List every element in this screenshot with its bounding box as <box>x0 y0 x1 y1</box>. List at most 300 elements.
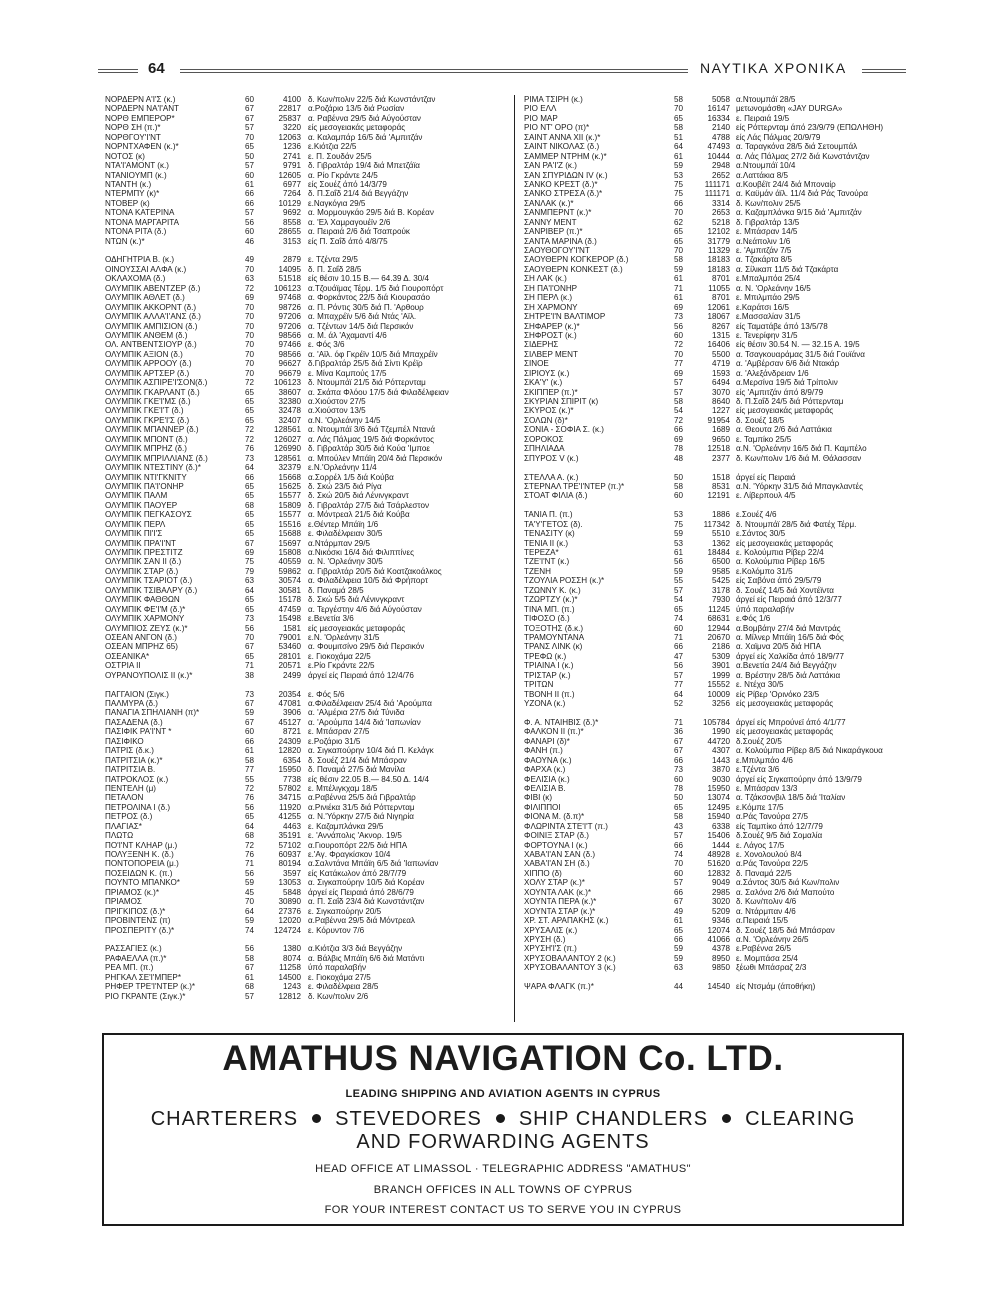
ship-entry <box>524 123 924 132</box>
ship-entry <box>524 491 924 500</box>
ship-tonnage: 44720 <box>707 736 730 746</box>
ship-name: ΟΛΥΜΠΙΚ ΑΡΤΣΕΡ (δ.) <box>105 368 190 378</box>
ship-name: ΣΑΝΚΟ ΚΡΕΣΤ (δ.)* <box>524 179 598 189</box>
ship-tonnage: 105784 <box>702 717 730 727</box>
ship-entry <box>105 152 505 161</box>
ship-entry <box>105 557 505 566</box>
ship-entry <box>105 350 505 359</box>
ship-year: 71 <box>674 717 684 727</box>
ship-tonnage: 2140 <box>711 123 730 133</box>
ship-entry <box>105 595 505 604</box>
group-spacer <box>524 973 924 982</box>
ship-tonnage: 2879 <box>282 255 301 265</box>
ship-year: 71 <box>674 632 684 642</box>
ship-status: ε. Τζέντα 29/5 <box>308 255 358 265</box>
ship-year: 65 <box>245 519 255 529</box>
ship-name: ΝΤΩΝ (κ.)* <box>105 236 145 246</box>
ship-status: ε.Ναγκόγια 29/5 <box>308 198 366 208</box>
ship-name: ΟΛΥΜΠΙΚ ΑΡΡΟΟΥ (δ.) <box>105 359 192 369</box>
ship-status: ε. Ταμπίκο 25/5 <box>736 434 792 444</box>
ship-status: είς μεσογειακάς μεταφοράς <box>736 727 834 737</box>
ship-name: ΡΙΟ ΕΛΛ <box>524 104 557 114</box>
ship-entry <box>105 567 505 576</box>
page-header <box>0 58 1000 82</box>
ship-status: ε. Κόρυντον 7/6 <box>308 925 365 935</box>
ship-year: 61 <box>245 972 255 982</box>
ship-tonnage: 2948 <box>711 161 730 171</box>
ship-name: ΝΤΟΝΑ ΜΑΡΓΑΡΙΤΑ <box>105 217 180 227</box>
ad-contact: FOR YOUR INTEREST CONTACT US TO SERVE YOU IN CYPRUS <box>324 1204 682 1216</box>
ship-tonnage: 128561 <box>273 425 301 435</box>
ship-entry <box>105 397 505 406</box>
ship-status: ε. Φιλαδέλφεια 28/5 <box>308 982 379 992</box>
ship-status: είς θέσιν 30.54 Ν. — 32.15 Α. 19/5 <box>736 340 860 350</box>
ship-tonnage: 11055 <box>708 283 730 293</box>
ship-status: α. Μπούλεν Μπάϊη 20/4 διά Περσικόν <box>308 453 443 463</box>
ship-status: α.Νικόσκι 16/4 διά Φιλιππίνες <box>308 548 414 557</box>
ship-name: ΧΡΥΣΗ (δ.) <box>524 934 566 944</box>
ship-year: 67 <box>245 642 255 652</box>
ship-entry <box>105 586 505 595</box>
ship-status: α. Ρίο Γκράντε 24/5 <box>308 170 378 180</box>
ship-year: 72 <box>245 840 255 850</box>
ship-status: α. Τζάκσονβιλ 18/5 διά 'Ιταλίαν <box>736 793 846 803</box>
ship-tonnage: 53460 <box>278 642 301 652</box>
ship-year: 65 <box>674 604 684 614</box>
ship-tonnage: 5500 <box>711 349 730 359</box>
ship-status: α. Κολούμπια Ρίβερ 8/5 διά Νικαράγκουα <box>736 746 883 756</box>
ship-year: 70 <box>245 368 255 378</box>
ship-status: α. Φορκάντος 22/5 διά Κιουρασάο <box>308 293 430 303</box>
ship-year: 49 <box>245 255 255 265</box>
ship-year: 73 <box>245 453 255 463</box>
ship-entry <box>105 699 505 708</box>
ship-entry <box>105 576 505 585</box>
ship-name: ΟΛΥΜΠΙΚ ΓΚΑΡΛΑΝΤ (δ.) <box>105 387 200 397</box>
ship-tonnage: 41066 <box>707 934 730 944</box>
ship-tonnage: 20354 <box>278 689 301 699</box>
ship-tonnage: 1444 <box>711 840 730 850</box>
ship-entry <box>105 529 505 538</box>
ship-tonnage: 8267 <box>711 321 730 331</box>
ship-tonnage: 16406 <box>707 340 730 350</box>
ship-entry <box>105 671 505 680</box>
ship-tonnage: 5058 <box>711 95 730 104</box>
ship-name: ΦΛΩΡΙΝΤΑ ΣΤΕ'Ι'Τ (π.) <box>524 821 608 831</box>
ship-tonnage: 1362 <box>711 538 730 548</box>
ship-name: ΟΣΕΑΝΙΚΑ* <box>105 651 150 661</box>
ship-status: ε. Κολούμπια Ρίβερ 22/4 <box>736 548 824 557</box>
ship-entry <box>105 340 505 349</box>
ship-tonnage: 45127 <box>278 717 301 727</box>
ship-tonnage: 3314 <box>711 198 730 208</box>
bullet-icon <box>312 1114 321 1123</box>
ship-year: 67 <box>674 746 684 756</box>
ship-name: ΧΑΒΑ'Ι'ΑΝ ΣΗ (δ.) <box>524 859 590 869</box>
ship-status: ε.Μασσαλίαν 31/5 <box>736 312 801 322</box>
ship-year: 75 <box>674 189 684 199</box>
ship-entry <box>105 859 505 868</box>
ship-year: 44 <box>674 982 684 992</box>
ship-tonnage: 12944 <box>707 623 730 633</box>
ship-name: ΟΥΡΑΝΟΥΠΟΛΙΣ ΙΙ (κ.)* <box>105 670 193 680</box>
ship-name: ΣΚΥΡΙΑΝ ΣΠΙΡΙΤ (κ) <box>524 397 599 406</box>
ship-status: ε.Μπαλμπόα 25/4 <box>736 274 801 284</box>
ship-tonnage: 3597 <box>282 868 301 878</box>
ship-tonnage: 14095 <box>278 264 301 274</box>
ship-status: ε.Κόμπε 17/5 <box>736 802 784 812</box>
ship-tonnage: 4719 <box>711 359 730 369</box>
ship-entry <box>524 935 924 944</box>
ship-name: ΝΤΑΝΙΟΥΜΠ (κ.) <box>105 170 167 180</box>
ship-entry <box>524 746 924 755</box>
ship-status: ε. Ντέχα 30/5 <box>736 680 784 690</box>
ship-year: 61 <box>674 151 684 161</box>
ship-year: 53 <box>674 510 684 520</box>
ad-service-charterers: CHARTERERS <box>150 1108 299 1130</box>
ship-entry <box>105 104 505 113</box>
ship-tonnage: 9030 <box>711 774 730 784</box>
ship-status: ε. Γιοκοχάμα 22/5 <box>308 651 371 661</box>
ship-name: ΣΑΝ ΡΑ'Ι'Ζ (κ.) <box>524 161 577 171</box>
ship-name: ΣΙΔΕΡΗΣ <box>524 340 559 350</box>
ship-name: ΟΛΥΜΠΙΚ ΠΑΟΥΕΡ <box>105 500 178 510</box>
ship-status: α.Χιούστον 13/5 <box>308 406 366 416</box>
ship-entry <box>105 633 505 642</box>
ship-entry <box>105 463 505 472</box>
ship-status: α.Βενετία 24/4 διά Βεγγάζην <box>736 661 837 671</box>
ship-status: α.Ράς Τανούρα 22/5 <box>736 859 809 869</box>
ship-entry <box>105 123 505 132</box>
ship-entry <box>105 303 505 312</box>
ship-year: 68 <box>245 500 255 510</box>
ship-status: δ. Γιβραλτάρ 19/4 διά Μπετζάϊα <box>308 161 420 171</box>
ship-tonnage: 1243 <box>282 982 301 992</box>
ship-status: δ.Σουέζ 20/5 <box>736 736 782 746</box>
ship-entry <box>524 520 924 529</box>
ship-tonnage: 35191 <box>278 831 301 841</box>
ship-tonnage: 79001 <box>278 632 301 642</box>
ship-entry <box>105 614 505 623</box>
ship-status: ε.Καράτσι 16/5 <box>736 302 789 312</box>
ship-tonnage: 15625 <box>278 481 301 491</box>
ship-name: ΟΛΥΜΠΙΚ ΦΕ'Ι'Μ (δ.)* <box>105 604 186 614</box>
ship-status: α.Ράς Τανούρα 27/5 <box>736 812 809 822</box>
ship-name: ΟΛΥΜΠΙΚ ΣΑΝ ΙΙ (δ.) <box>105 557 182 567</box>
ship-year: 75 <box>245 557 255 567</box>
ship-name: ΦΑΝΗ (π.) <box>524 746 563 756</box>
ship-name: ΤΕΝΑΣΙΤΥ (κ) <box>524 529 575 539</box>
ship-status: ε. Μομπάσα 25/4 <box>736 953 798 963</box>
ship-status: α. Χαϊμνα 20/5 διά ΗΠΑ <box>736 642 822 652</box>
ship-status: ύπό παραλαβήν <box>308 963 366 973</box>
ship-entry <box>105 482 505 491</box>
ship-name: ΟΛΥΜΠΙΚ ΑΛΛΑ'Ι'ΑΝΣ (δ.) <box>105 312 201 322</box>
ship-year: 56 <box>245 802 255 812</box>
ship-tonnage: 18484 <box>707 548 730 557</box>
ship-status: ε. 'Αννάπολις 'Ακνορ. 19/5 <box>308 831 402 841</box>
ship-tonnage: 27376 <box>278 906 301 916</box>
ship-year: 66 <box>674 425 684 435</box>
ship-name: ΠΑΤΡΙΤΣΙΑ (κ.)* <box>105 755 163 765</box>
ship-year: 65 <box>245 651 255 661</box>
ship-year: 50 <box>674 793 684 803</box>
ship-status: δ. Σκώ 23/5 διά Ρίγα <box>308 481 382 491</box>
ship-entry <box>105 869 505 878</box>
ship-name: ΡΗΦΕΡ ΤΡΕ'Ι'ΝΤΕΡ (κ.)* <box>105 982 196 992</box>
ship-year: 70 <box>245 340 255 350</box>
ship-entry <box>105 322 505 331</box>
ship-name: ΟΛΥΜΠΙΚ ΤΣΑΡΙΟΤ (δ.) <box>105 576 193 586</box>
ship-tonnage: 34715 <box>278 793 301 803</box>
ship-status: άργεί είς Σιγκαπούρην άπό 13/9/79 <box>736 774 862 784</box>
ship-tonnage: 10129 <box>278 198 301 208</box>
ship-entry <box>524 227 924 236</box>
ship-name: ΠΟΥΝΤΟ ΜΠΑΝΚΟ* <box>105 878 180 888</box>
ship-year: 60 <box>674 868 684 878</box>
ship-name: ΣΑΝ ΣΠΥΡΙΔΩΝ ΙV (κ.) <box>524 170 608 180</box>
ship-year: 72 <box>245 283 255 293</box>
ship-tonnage: 124724 <box>273 925 301 935</box>
ship-tonnage: 12061 <box>707 302 730 312</box>
ship-name: ΣΑΙΝΤ ΑΝΝΑ ΧΙΙ (κ.)* <box>524 132 601 142</box>
ship-tonnage: 96627 <box>278 359 301 369</box>
ship-entry <box>105 803 505 812</box>
ship-name: ΤΟΞΟΤΗΣ (δ.κ.) <box>524 623 584 633</box>
ship-entry <box>105 369 505 378</box>
ad-service-clearing: CLEARING <box>745 1108 856 1130</box>
ship-entry <box>524 340 924 349</box>
ship-entry <box>524 822 924 831</box>
ship-entry <box>524 803 924 812</box>
ship-entry <box>105 944 505 953</box>
ship-tonnage: 9049 <box>711 878 730 888</box>
ship-year: 58 <box>674 123 684 133</box>
ship-status: α. Καϋμάν άϊλ. 11/4 διά Ράς Τανούρα <box>736 189 868 199</box>
ship-tonnage: 40559 <box>278 557 301 567</box>
ship-name: ΧΟΥΝΤΑ ΠΕΡΑ (κ.)* <box>524 897 597 907</box>
ad-services-line2: AND FORWARDING AGENTS <box>356 1131 650 1153</box>
ship-year: 59 <box>245 916 255 926</box>
ship-entry <box>524 963 924 972</box>
ship-name: ΟΛΥΜΠΙΚ ΓΚΕ'Ι'ΜΣ (δ.) <box>105 397 191 406</box>
ship-name: ΧΡ. ΣΤ. ΑΡΑΠΑΚΗΣ (κ.) <box>524 916 609 926</box>
ship-tonnage: 15808 <box>278 548 301 557</box>
ship-status: α. Καλαμπάρ 16/5 διά 'Αμπιτζάν <box>308 132 423 142</box>
ship-year: 57 <box>674 378 684 388</box>
ship-tonnage: 128561 <box>273 453 301 463</box>
ship-status: δ. Ντουμπάϊ 21/5 διά Ρόττερνταμ <box>308 378 426 388</box>
ship-status: α. 'Αλεξάνδρειαν 1/6 <box>736 368 809 378</box>
ship-tonnage: 14500 <box>278 972 301 982</box>
ship-entry <box>105 878 505 887</box>
ship-tonnage: 12820 <box>278 746 301 756</box>
ship-year: 50 <box>245 151 255 161</box>
ad-service-ship-chandlers: SHIP CHANDLERS <box>518 1108 709 1130</box>
ship-status: α. Ντουμπάϊ 3/6 διά Τζεμπέλ Ντανά <box>308 425 436 435</box>
ship-status: α.Ντάρμπαν 29/5 <box>308 538 370 548</box>
ship-name: ΠΕΤΑΛΟΝ <box>105 793 144 803</box>
ship-entry <box>524 926 924 935</box>
ship-name: ΧΡΥΣΟΒΑΛΑΝΤΟΥ 3 (κ.) <box>524 963 616 973</box>
ship-year: 74 <box>245 925 255 935</box>
ship-name: ΠΑΤΡΟΚΛΟΣ (κ.) <box>105 774 169 784</box>
ship-name: ΣΗΤΡΕ'Ι'Ν ΒΑΛΤΙΜΟΡ <box>524 312 606 322</box>
ship-status: α. Μίλνερ Μπάϊη 16/5 διά Φός <box>736 632 844 642</box>
ship-year: 58 <box>674 255 684 265</box>
ship-entry <box>524 576 924 585</box>
ship-tonnage: 12063 <box>278 132 301 142</box>
ship-entry <box>524 133 924 142</box>
ship-year: 58 <box>245 953 255 963</box>
ship-year: 57 <box>674 878 684 888</box>
ship-tonnage: 126027 <box>273 434 301 444</box>
ship-tonnage: 5848 <box>282 887 301 897</box>
ship-tonnage: 47459 <box>278 604 301 614</box>
ship-tonnage: 15552 <box>707 680 730 690</box>
ship-tonnage: 12074 <box>707 925 730 935</box>
ship-status: ξέωθι Μπάσραζ 2/3 <box>736 963 807 973</box>
ship-entry <box>524 152 924 161</box>
ship-year: 64 <box>245 463 255 473</box>
ship-year: 72 <box>674 340 684 350</box>
ship-status: α.Ντουμπάϊ 28/5 <box>736 95 796 104</box>
ship-year: 56 <box>674 557 684 567</box>
ship-year: 60 <box>674 623 684 633</box>
ship-entry <box>105 765 505 774</box>
ship-entry <box>524 793 924 802</box>
ship-name: ΟΛΥΜΠΙΚ ΤΣΙΒΑΛΡΥ (δ.) <box>105 585 198 595</box>
ship-status: ε.Σουέζ 4/6 <box>736 510 777 520</box>
ship-name: ΝΟΡΘ ΕΜΠΕΡΟΡ* <box>105 113 175 123</box>
ship-status: α. Καζαμπλάνκα 9/15 διά 'Αμπιτζάν <box>736 208 862 218</box>
ship-entry <box>524 265 924 274</box>
ship-year: 73 <box>674 765 684 775</box>
ship-tonnage: 11258 <box>279 963 301 973</box>
ship-entry <box>524 718 924 727</box>
ship-status: δ. Σουέζ 18/5 <box>736 415 785 425</box>
ship-name: ΣΑΝΡΙΒΕΡ (π.)* <box>524 227 583 237</box>
ship-status: α.Βομβάην 27/4 διά Μαντράς <box>736 623 841 633</box>
ship-entry <box>524 425 924 434</box>
ship-status: είς Λάς Πάλμας 20/9/79 <box>736 132 821 142</box>
ship-tonnage: 1518 <box>711 472 730 482</box>
ship-name: ΟΛΥΜΠΙΚ ΠΡΕΣΤΙΤΖ <box>105 548 183 557</box>
ship-name: ΦΕΛΙΣΙΑ Β. <box>524 783 566 793</box>
ship-status: είς μεσογειακάς μεταφοράς <box>736 406 834 416</box>
ship-year: 49 <box>674 906 684 916</box>
ship-status: α. 'Αμβέρσαν 6/6 διά Ντακάρ <box>736 359 840 369</box>
ship-tonnage: 1689 <box>711 425 730 435</box>
ship-entry <box>524 246 924 255</box>
ship-list-left-column <box>105 95 505 1001</box>
ship-tonnage: 9585 <box>711 566 730 576</box>
ship-year: 57 <box>674 831 684 841</box>
ship-tonnage: 7264 <box>282 189 301 199</box>
ship-tonnage: 97468 <box>278 293 301 303</box>
ship-entry <box>105 916 505 925</box>
ad-branch-offices: BRANCH OFFICES IN ALL TOWNS OF CYPRUS <box>373 1184 633 1196</box>
ship-status: ε.Ρίο Γκράντε 22/5 <box>308 661 375 671</box>
ship-status: ε. 'Αμπιτζάν 7/5 <box>736 246 792 255</box>
ship-name: ΣΠΗΛΙΑΔΑ <box>524 444 565 454</box>
ship-status: είς Ταμπίκο άπό 12/7/79 <box>736 821 823 831</box>
ship-status: α. Ταραγκόνα 28/5 διά Σετουμπάλ <box>736 142 858 152</box>
ship-tonnage: 1315 <box>711 330 730 340</box>
ship-year: 66 <box>674 934 684 944</box>
ship-name: ΟΛΥΜΠΙΚ ΠΑ'Ι'ΟΝΗΡ <box>105 481 184 491</box>
ship-name: ΝΟΤΟΣ (κ) <box>105 151 145 161</box>
ship-tonnage: 111171 <box>704 189 730 199</box>
ship-name: ΤΖΕΝΗ <box>524 566 551 576</box>
ship-entry <box>524 595 924 604</box>
ship-status: ε. Μπιλμπάο 29/5 <box>736 293 800 303</box>
ship-year: 59 <box>245 878 255 888</box>
ship-year: 70 <box>674 349 684 359</box>
ship-entry <box>524 369 924 378</box>
ship-name: ΟΙΝΟΥΣΣΑΙ ΑΛΦΑ (κ.) <box>105 264 187 274</box>
ship-name: ΣΑΝΜΠΕΡΝΤ (κ.)* <box>524 208 592 218</box>
ship-name: ΟΛΥΜΠΙΚ ΠΑΛΜ <box>105 491 168 501</box>
ship-name: ΣΑΝΝΥ ΜΕΝΤ <box>524 217 577 227</box>
ship-year: 66 <box>674 840 684 850</box>
ship-name: ΠΕΤΡΟΛΙΝΑ Ι (δ.) <box>105 802 171 812</box>
ship-entry <box>524 841 924 850</box>
ship-tonnage: 10009 <box>707 689 730 699</box>
ship-year: 56 <box>245 944 255 954</box>
ship-tonnage: 15809 <box>278 500 301 510</box>
ship-name: ΟΣΕΑΝ ΑΝΓΟΝ (δ.) <box>105 632 177 642</box>
ship-name: ΤΒΟΝΗ ΙΙ (π.) <box>524 689 575 699</box>
ship-status: ε.Τζέντα 3/6 <box>736 765 780 775</box>
ship-entry <box>105 293 505 302</box>
ship-name: ΟΛΥΜΠΙΚ ΑΒΕΝΤΖΕΡ (δ.) <box>105 283 201 293</box>
ship-status: α.Ρινιέκα 31/5 διά Ρόττερνταμ <box>308 802 415 812</box>
ship-year: 61 <box>674 293 684 303</box>
ship-entry <box>524 284 924 293</box>
ship-entry <box>105 359 505 368</box>
ship-name: ΣΚΑ'Υ' (κ.) <box>524 378 563 388</box>
ship-status: είς Κατάκωλον άπό 28/7/79 <box>308 868 407 878</box>
ship-tonnage: 13053 <box>278 878 301 888</box>
ship-name: ΣΑΙΝΤ ΝΙΚΟΛΑΣ (δ.) <box>524 142 600 152</box>
ship-tonnage: 8950 <box>711 953 730 963</box>
ship-tonnage: 2985 <box>711 887 730 897</box>
ship-tonnage: 12495 <box>707 802 730 812</box>
ship-year: 63 <box>674 963 684 973</box>
ship-tonnage: 12191 <box>707 491 730 501</box>
ship-entry <box>105 265 505 274</box>
ship-entry <box>105 812 505 821</box>
ship-name: ΦΑΛΚΟΝ ΙΙ (π.)* <box>524 727 584 737</box>
ship-name: ΠΑΤΡΙΤΣΙΑ Β. <box>105 765 156 775</box>
ship-year: 66 <box>674 887 684 897</box>
ship-name: ΣΙΛΒΕΡ ΜΕΝΤ <box>524 349 578 359</box>
ship-status: α.Πειραιά 15/5 <box>736 916 788 926</box>
ship-status: μετωνομάσθη «JAY DURGA» <box>736 104 843 114</box>
ship-year: 70 <box>674 104 684 114</box>
ship-entry <box>105 746 505 755</box>
ship-name: ΟΛΥΜΠΙΚ ΜΠΑΝΝΕΡ (δ.) <box>105 425 199 435</box>
ship-entry <box>105 491 505 500</box>
ship-year: 78 <box>674 783 684 793</box>
ship-tonnage: 24309 <box>278 736 301 746</box>
ship-tonnage: 47081 <box>278 699 301 708</box>
ship-year: 66 <box>245 198 255 208</box>
ship-status: ε. Γιοκοχάμα 27/5 <box>308 972 371 982</box>
ship-year: 70 <box>245 359 255 369</box>
ship-name: ΟΛΥΜΠΙΚ ΑΘΛΕΤ (δ.) <box>105 293 185 303</box>
